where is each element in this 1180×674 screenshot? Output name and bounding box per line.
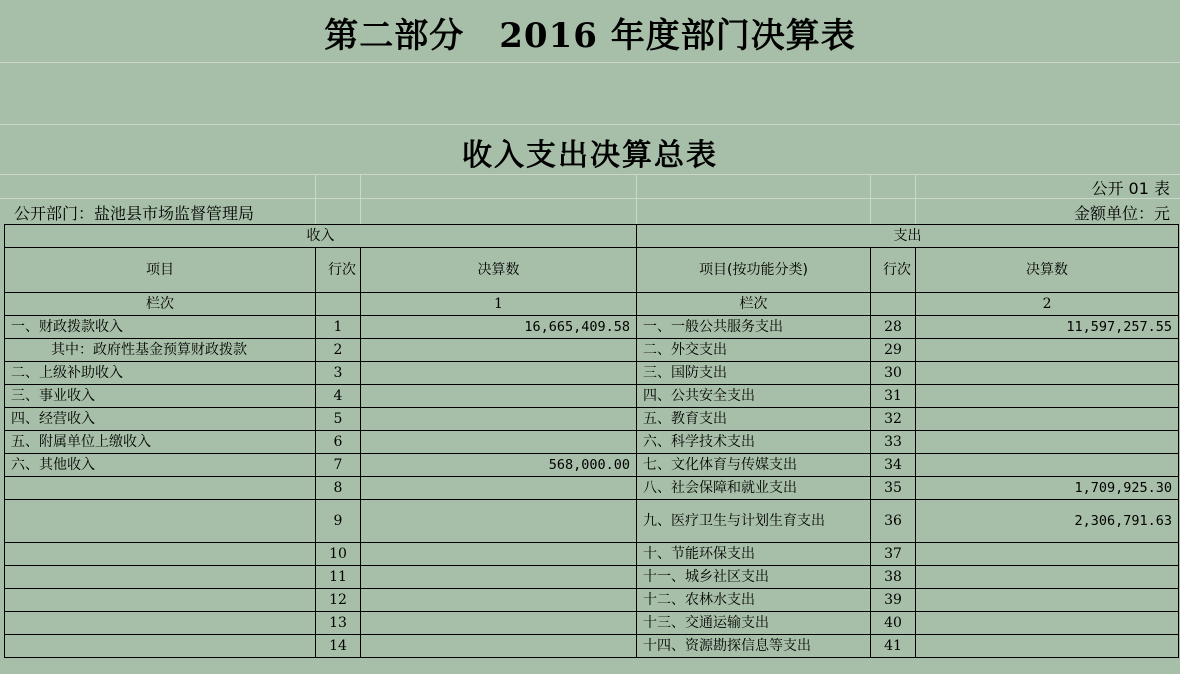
- table-row: [5, 635, 1179, 658]
- income-rowno-cell: 5: [316, 408, 361, 431]
- table-row: [5, 612, 1179, 635]
- expense-rowno-cell: 32: [871, 408, 916, 431]
- income-rowno-cell: 9: [316, 500, 361, 543]
- income-amount-cell: [361, 635, 637, 658]
- expense-amount-cell: [916, 589, 1179, 612]
- income-header: 收入: [5, 225, 637, 248]
- expense-rowno-cell: 31: [871, 385, 916, 408]
- income-amount-cell: [361, 385, 637, 408]
- unit-label: 金额单位：元: [1073, 204, 1170, 223]
- expense-item-cell: 七、文化体育与传媒支出: [637, 454, 871, 477]
- table-row: [5, 500, 1179, 543]
- income-expense-table: [4, 224, 1179, 658]
- empty-cell: [871, 293, 916, 316]
- expense-rowno-cell: 41: [871, 635, 916, 658]
- expense-amount-cell: 11,597,257.55: [916, 316, 1179, 339]
- expense-amount-cell: [916, 408, 1179, 431]
- expense-rowno-cell: 39: [871, 589, 916, 612]
- expense-rowno-header: 行次: [871, 248, 916, 293]
- income-amount-cell: [361, 566, 637, 589]
- income-amount-cell: [361, 408, 637, 431]
- income-item-cell: 二、上级补助收入: [5, 362, 316, 385]
- income-item-cell: 六、其他收入: [5, 454, 316, 477]
- expense-amount-cell: [916, 635, 1179, 658]
- expense-amount-cell: [916, 454, 1179, 477]
- income-rowno-cell: 14: [316, 635, 361, 658]
- income-item-cell: [5, 566, 316, 589]
- table-row: [5, 454, 1179, 477]
- expense-amount-cell: [916, 612, 1179, 635]
- income-item-cell: [5, 477, 316, 500]
- expense-col-number: 2: [916, 293, 1179, 316]
- income-item-header: 项目: [5, 248, 316, 293]
- grid-line: [870, 174, 871, 224]
- expense-item-cell: 十四、资源勘探信息等支出: [637, 635, 871, 658]
- expense-rowno-cell: 40: [871, 612, 916, 635]
- grid-line: [636, 174, 637, 224]
- income-rowno-cell: 1: [316, 316, 361, 339]
- income-amount-cell: [361, 543, 637, 566]
- income-rowno-cell: 13: [316, 612, 361, 635]
- income-item-cell: [5, 500, 316, 543]
- expense-rowno-cell: 38: [871, 566, 916, 589]
- income-amount-cell: [361, 339, 637, 362]
- table-row: [5, 566, 1179, 589]
- expense-item-cell: 二、外交支出: [637, 339, 871, 362]
- expense-item-cell: 十、节能环保支出: [637, 543, 871, 566]
- income-col-number: 1: [361, 293, 637, 316]
- grid-line: [0, 124, 1180, 125]
- table-row: [5, 477, 1179, 500]
- table-row: [5, 339, 1179, 362]
- expense-rowno-cell: 33: [871, 431, 916, 454]
- table-row: [5, 431, 1179, 454]
- income-item-cell: [5, 635, 316, 658]
- expense-rowno-cell: 30: [871, 362, 916, 385]
- table-row: [5, 385, 1179, 408]
- expense-lanci-label: 栏次: [637, 293, 871, 316]
- expense-item-cell: 九、医疗卫生与计划生育支出: [637, 500, 871, 543]
- expense-amount-cell: 2,306,791.63: [916, 500, 1179, 543]
- income-item-cell: 其中：政府性基金预算财政拨款: [5, 339, 316, 362]
- income-lanci-label: 栏次: [5, 293, 316, 316]
- expense-item-cell: 四、公共安全支出: [637, 385, 871, 408]
- table-title: 收入支出决算总表: [462, 138, 718, 173]
- grid-line: [360, 174, 361, 224]
- income-rowno-cell: 11: [316, 566, 361, 589]
- income-amount-cell: [361, 612, 637, 635]
- expense-item-cell: 三、国防支出: [637, 362, 871, 385]
- expense-item-cell: 十二、农林水支出: [637, 589, 871, 612]
- form-number: 公开 01 表: [1091, 179, 1170, 198]
- expense-item-cell: 一、一般公共服务支出: [637, 316, 871, 339]
- income-rowno-cell: 2: [316, 339, 361, 362]
- expense-amount-cell: [916, 431, 1179, 454]
- income-rowno-cell: 12: [316, 589, 361, 612]
- income-item-cell: [5, 543, 316, 566]
- income-amount-cell: 568,000.00: [361, 454, 637, 477]
- expense-item-cell: 十一、城乡社区支出: [637, 566, 871, 589]
- income-amount-cell: [361, 362, 637, 385]
- expense-amount-cell: [916, 339, 1179, 362]
- table-row: [5, 316, 1179, 339]
- income-item-cell: 五、附属单位上缴收入: [5, 431, 316, 454]
- expense-item-cell: 十三、交通运输支出: [637, 612, 871, 635]
- income-rowno-cell: 4: [316, 385, 361, 408]
- expense-amount-header: 决算数: [916, 248, 1179, 293]
- expense-item-cell: 五、教育支出: [637, 408, 871, 431]
- table-row: [5, 362, 1179, 385]
- income-item-cell: [5, 589, 316, 612]
- income-item-cell: [5, 612, 316, 635]
- income-rowno-cell: 6: [316, 431, 361, 454]
- income-item-cell: 四、经营收入: [5, 408, 316, 431]
- empty-cell: [316, 293, 361, 316]
- lanci-row: [5, 293, 1179, 316]
- income-amount-cell: [361, 431, 637, 454]
- expense-rowno-cell: 35: [871, 477, 916, 500]
- income-amount-header: 决算数: [361, 248, 637, 293]
- income-item-cell: 一、财政拨款收入: [5, 316, 316, 339]
- expense-amount-cell: [916, 385, 1179, 408]
- expense-rowno-cell: 37: [871, 543, 916, 566]
- income-rowno-cell: 7: [316, 454, 361, 477]
- table-row: [5, 543, 1179, 566]
- income-amount-cell: [361, 589, 637, 612]
- expense-rowno-cell: 36: [871, 500, 916, 543]
- expense-item-cell: 六、科学技术支出: [637, 431, 871, 454]
- expense-header: 支出: [637, 225, 1179, 248]
- expense-rowno-cell: 28: [871, 316, 916, 339]
- expense-item-header: 项目(按功能分类): [637, 248, 871, 293]
- income-amount-cell: [361, 500, 637, 543]
- table-row: [5, 408, 1179, 431]
- grid-line: [0, 62, 1180, 63]
- expense-rowno-cell: 34: [871, 454, 916, 477]
- income-rowno-cell: 10: [316, 543, 361, 566]
- income-amount-cell: 16,665,409.58: [361, 316, 637, 339]
- grid-line: [915, 174, 916, 224]
- table-row: [5, 589, 1179, 612]
- expense-item-cell: 八、社会保障和就业支出: [637, 477, 871, 500]
- income-rowno-header: 行次: [316, 248, 361, 293]
- expense-amount-cell: [916, 362, 1179, 385]
- expense-amount-cell: [916, 566, 1179, 589]
- section-header-row: [5, 225, 1179, 248]
- expense-rowno-cell: 29: [871, 339, 916, 362]
- column-header-row: [5, 248, 1179, 293]
- income-item-cell: 三、事业收入: [5, 385, 316, 408]
- income-amount-cell: [361, 477, 637, 500]
- grid-line: [0, 198, 1180, 199]
- page-title: 第二部分 2016 年度部门决算表: [324, 16, 856, 56]
- income-rowno-cell: 3: [316, 362, 361, 385]
- expense-amount-cell: 1,709,925.30: [916, 477, 1179, 500]
- grid-line: [315, 174, 316, 224]
- expense-amount-cell: [916, 543, 1179, 566]
- income-rowno-cell: 8: [316, 477, 361, 500]
- grid-line: [0, 174, 1180, 175]
- department-label: 公开部门：盐池县市场监督管理局: [14, 204, 255, 223]
